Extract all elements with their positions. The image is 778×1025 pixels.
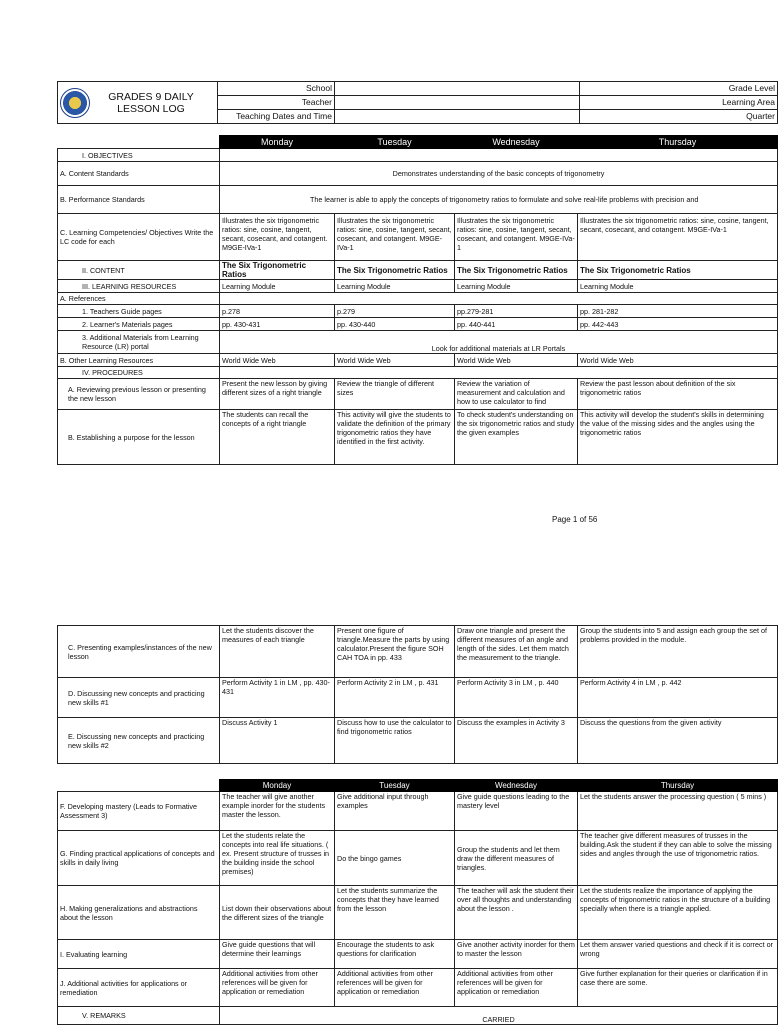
lesson-table-page3: [57, 779, 778, 1025]
presenting-label: C. Presenting examples/instances of the new lesson: [58, 626, 220, 678]
lm-pages-cell: pp. 430-440: [335, 318, 455, 331]
evaluating-cell: Encourage the students to ask questions for clarification: [335, 940, 455, 969]
discussing2-label: E. Discussing new concepts and practicing new skills #2: [58, 718, 220, 764]
generalizations-cell: Let the students realize the importance of applying the concepts of trigonometric ratios in the structure of a building specially when there is a triangle applied.: [578, 886, 778, 940]
generalizations-cell: The teacher will ask the student their over all thoughts and understanding about the lesson .: [455, 886, 578, 940]
evaluating-cell: Give another activity inorder for them to master the lesson: [455, 940, 578, 969]
day-header-monday: Monday: [220, 136, 335, 149]
discussing1-cell: Perform Activity 4 in LM , p. 442: [578, 678, 778, 718]
reviewing-cell: Present the new lesson by giving different sizes of a right triangle: [220, 379, 335, 410]
presenting-cell: Present one figure of triangle.Measure the parts by using calculator.Present the figure SOH CAH TOA in pp. 433: [335, 626, 455, 678]
learning-area-label: Learning Area: [580, 96, 778, 110]
tg-pages-cell: p.279: [335, 305, 455, 318]
header-table: [57, 81, 778, 124]
generalizations-label: H. Making generalizations and abstractions about the lesson: [58, 886, 220, 940]
resources-heading: III. LEARNING RESOURCES: [58, 280, 220, 293]
other-resource-cell: World Wide Web: [220, 354, 335, 367]
presenting-cell: Let the students discover the measures of each triangle: [220, 626, 335, 678]
practical-label: G. Finding practical applications of concepts and skills in daily living: [58, 831, 220, 886]
content-standards-text: Demonstrates understanding of the basic concepts of trigonometry: [220, 162, 778, 186]
references-heading: A. References: [58, 293, 220, 305]
tg-pages-cell: p.278: [220, 305, 335, 318]
practical-cell: Group the students and let them draw the different measures of triangles.: [455, 831, 578, 886]
evaluating-cell: Give guide questions that will determine their learnings: [220, 940, 335, 969]
generalizations-cell: Let the students summarize the concepts that they have learned from the lesson: [335, 886, 455, 940]
purpose-label: B. Establishing a purpose for the lesson: [58, 410, 220, 465]
resource-cell: Learning Module: [455, 280, 578, 293]
remarks-text: CARRIED: [220, 1007, 778, 1025]
content-cell: The Six Trigonometric Ratios: [335, 261, 455, 280]
day-header-wednesday: Wednesday: [455, 780, 578, 792]
other-resource-cell: World Wide Web: [335, 354, 455, 367]
discussing1-cell: Perform Activity 2 in LM , p. 431: [335, 678, 455, 718]
remarks-label: V. REMARKS: [58, 1007, 220, 1025]
mastery-cell: Give additional input through examples: [335, 792, 455, 831]
practical-cell: Let the students relate the concepts into real life situations. ( ex. Present structure of trusses in the building inside the school premises): [220, 831, 335, 886]
discussing2-cell: Discuss Activity 1: [220, 718, 335, 764]
tg-pages-cell: pp. 281-282: [578, 305, 778, 318]
purpose-cell: To check student's understanding on the six trigonometric ratios and study the given examples: [455, 410, 578, 465]
grade-level-label: Grade Level: [580, 82, 778, 96]
other-resources-label: B. Other Learning Resources: [58, 354, 220, 367]
mastery-label: F. Developing mastery (Leads to Formative Assessment 3): [58, 792, 220, 831]
other-resource-cell: World Wide Web: [578, 354, 778, 367]
procedures-heading: IV. PROCEDURES: [58, 367, 220, 379]
evaluating-cell: Let them answer varied questions and check if it is correct or wrong: [578, 940, 778, 969]
purpose-cell: The students can recall the concepts of a right triangle: [220, 410, 335, 465]
resource-cell: Learning Module: [220, 280, 335, 293]
deped-seal-icon: [60, 88, 90, 118]
practical-cell: Do the bingo games: [335, 831, 455, 886]
additional-activities-cell: Additional activities from other references will be given for application or remediation: [220, 969, 335, 1007]
lm-pages-cell: pp. 442-443: [578, 318, 778, 331]
mastery-cell: Give guide questions leading to the mastery level: [455, 792, 578, 831]
discussing2-cell: Discuss how to use the calculator to find trigonometric ratios: [335, 718, 455, 764]
performance-standards-label: B. Performance Standards: [58, 186, 220, 214]
content-cell: The Six Trigonometric Ratios: [578, 261, 778, 280]
mastery-cell: The teacher will give another example inorder for the students master the lesson.: [220, 792, 335, 831]
resource-cell: Learning Module: [578, 280, 778, 293]
teacher-label: Teacher: [218, 96, 335, 110]
generalizations-cell: List down their observations about the different sizes of the triangle: [220, 886, 335, 940]
discussing1-label: D. Discussing new concepts and practicing new skills #1: [58, 678, 220, 718]
lm-pages-cell: pp. 440-441: [455, 318, 578, 331]
additional-activities-cell: Additional activities from other references will be given for application or remediation: [335, 969, 455, 1007]
other-resource-cell: World Wide Web: [455, 354, 578, 367]
presenting-cell: Draw one triangle and present the different measures of an angle and length of the sides. Let them match the measurement to the triangle.: [455, 626, 578, 678]
tg-pages-label: 1. Teachers Guide pages: [58, 305, 220, 318]
school-value[interactable]: [335, 82, 580, 96]
content-cell: The Six Trigonometric Ratios: [455, 261, 578, 280]
quarter-label: Quarter: [580, 110, 778, 124]
discussing1-cell: Perform Activity 3 in LM , p. 440: [455, 678, 578, 718]
reviewing-cell: Review the triangle of different sizes: [335, 379, 455, 410]
day-header-tuesday: Tuesday: [335, 780, 455, 792]
mastery-cell: Let the students answer the processing question ( 5 mins ): [578, 792, 778, 831]
additional-activities-label: J. Additional activities for applications or remediation: [58, 969, 220, 1007]
reviewing-label: A. Reviewing previous lesson or presenting the new lesson: [58, 379, 220, 410]
purpose-cell: This activity will develop the student's skills in determining the value of the missing sides and the angles using the trigonometric ratios: [578, 410, 778, 465]
performance-standards-text: The learner is able to apply the concepts of trigonometry ratios to formulate and solve real-life problems with precision and: [220, 186, 778, 214]
content-heading: II. CONTENT: [58, 261, 220, 280]
page-number: Page 1 of 56: [552, 515, 598, 524]
competency-cell: Illustrates the six trigonometric ratios: sine, cosine, tangent, secant, cosecant, and cotangent. M9GE-IVa-1: [335, 214, 455, 261]
content-standards-label: A. Content Standards: [58, 162, 220, 186]
objectives-heading: I. OBJECTIVES: [58, 149, 220, 162]
day-header-wednesday: Wednesday: [455, 136, 578, 149]
additional-activities-cell: Additional activities from other references will be given for application or remediation: [455, 969, 578, 1007]
additional-activities-cell: Give further explanation for their queries or clarification if in case there are some.: [578, 969, 778, 1007]
competency-cell: Illustrates the six trigonometric ratios: sine, cosine, tangent, secant, cosecant, and cotangent. M9GE-IVa-1: [455, 214, 578, 261]
school-label: School: [218, 82, 335, 96]
discussing1-cell: Perform Activity 1 in LM , pp. 430-431: [220, 678, 335, 718]
teacher-value[interactable]: [335, 96, 580, 110]
lm-pages-label: 2. Learner's Materials pages: [58, 318, 220, 331]
evaluating-label: I. Evaluating learning: [58, 940, 220, 969]
reviewing-cell: Review the past lesson about definition of the six trigonometric ratios: [578, 379, 778, 410]
tg-pages-cell: pp.279-281: [455, 305, 578, 318]
day-header-monday: Monday: [220, 780, 335, 792]
day-header-thursday: Thursday: [578, 136, 778, 149]
lm-pages-cell: pp. 430-431: [220, 318, 335, 331]
dates-label: Teaching Dates and Time: [218, 110, 335, 124]
competency-cell: Illustrates the six trigonometric ratios: sine, cosine, tangent, secant, cosecant, and cotangent. M9GE-IVa-1: [220, 214, 335, 261]
presenting-cell: Group the students into 5 and assign each group the set of problems provided in the module.: [578, 626, 778, 678]
day-header-tuesday: Tuesday: [335, 136, 455, 149]
lesson-table-page1: [57, 135, 778, 465]
additional-materials-text: Look for additional materials at LR Portals: [220, 331, 778, 354]
practical-cell: The teacher give different measures of trusses in the building.Ask the student if they can able to solve the missing sides and angles through the use of trigonometric ratios.: [578, 831, 778, 886]
resource-cell: Learning Module: [335, 280, 455, 293]
reviewing-cell: Review the variation of measurement and calculation and how to use calculator to find: [455, 379, 578, 410]
log-title: GRADES 9 DAILY LESSON LOG: [108, 90, 194, 115]
competency-cell: Illustrates the six trigonometric ratios: sine, cosine, tangent, secant, cosecant, and cotangent. M9GE-IVa-1: [578, 214, 778, 261]
discussing2-cell: Discuss the questions from the given activity: [578, 718, 778, 764]
lesson-table-page2: [57, 625, 778, 764]
day-header-thursday: Thursday: [578, 780, 778, 792]
additional-materials-label: 3. Additional Materials from Learning Resource (LR) portal: [58, 331, 220, 354]
content-cell: The Six Trigonometric Ratios: [220, 261, 335, 280]
competencies-label: C. Learning Competencies/ Objectives Write the LC code for each: [58, 214, 220, 261]
discussing2-cell: Discuss the examples in Activity 3: [455, 718, 578, 764]
title-cell: [58, 82, 218, 124]
dates-value[interactable]: [335, 110, 580, 124]
purpose-cell: This activity will give the students to validate the definition of the primary trigonometric ratios they have identified in the first activity.: [335, 410, 455, 465]
